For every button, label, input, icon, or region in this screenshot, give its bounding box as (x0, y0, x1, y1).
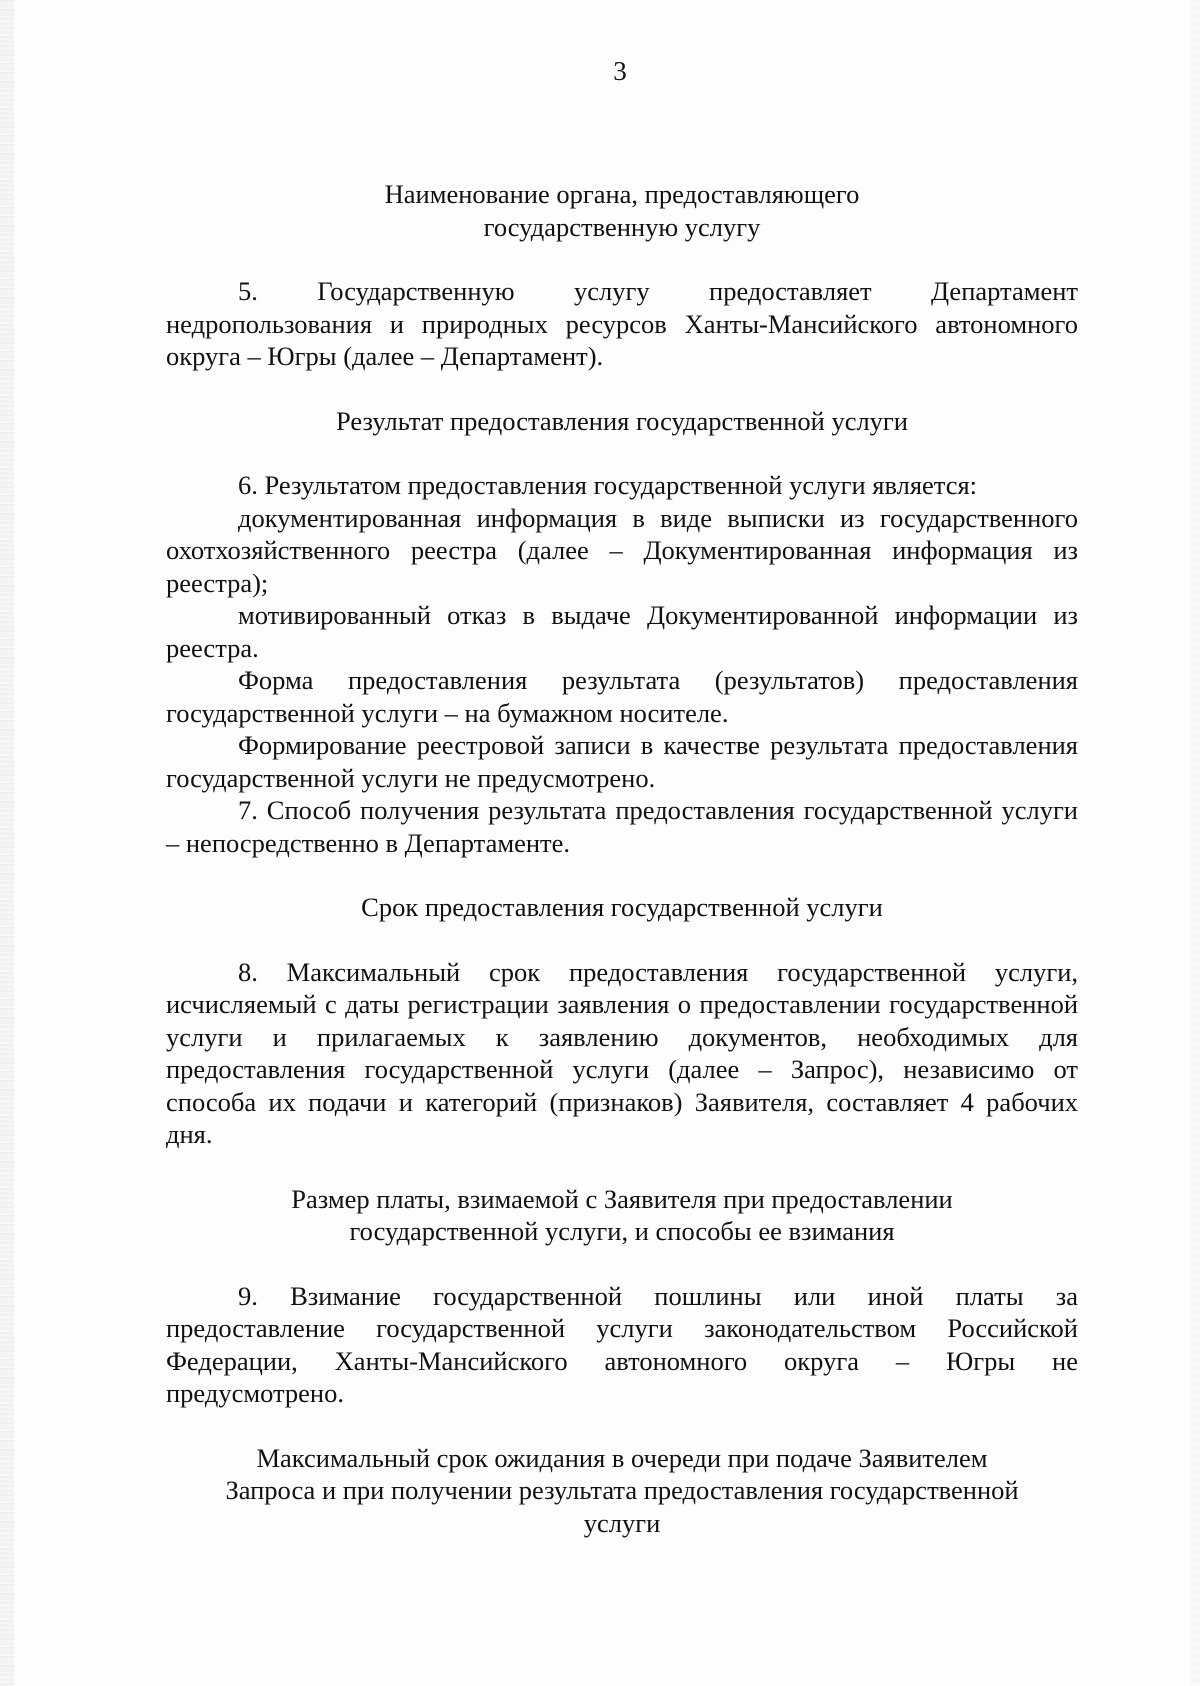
paragraph: 6. Результатом предоставления государственной услуги является: (238, 470, 978, 500)
section-heading (166, 178, 1078, 243)
scan-edge-left (0, 0, 14, 1686)
section-heading (166, 891, 1078, 924)
section-heading (166, 405, 1078, 438)
section-heading (166, 1442, 1078, 1540)
paragraph: мотивированный отказ в выдаче Документированной информации из реестра. (166, 600, 1078, 663)
heading-line: государственную услугу (483, 211, 761, 242)
heading-line: Наименование органа, предоставляющего (384, 179, 860, 209)
paragraph: документированная информация в виде выписки из государственного охотхозяйственного реестра (далее – Документированная информация из реестра); (166, 502, 1078, 598)
heading-line: Запроса и при получении результата предоставления государственной (225, 1475, 1019, 1505)
heading-line: Срок предоставления государственной услуги (361, 892, 883, 922)
heading-line: государственной услуги, и способы ее взимания (349, 1216, 895, 1246)
paragraph: Форма предоставления результата (результатов) предоставления государственной услуги – на бумажном носителе. (166, 665, 1078, 728)
paragraph: 5. Государственную услугу предоставляет Департамент недропользования и природных ресурсов Ханты-Мансийского автономного округа – Югры (далее – Департамент). (166, 276, 1078, 371)
document-body (166, 178, 1078, 1539)
section-heading (166, 1183, 1078, 1248)
paragraph: 9. Взимание государственной пошлины или иной платы за предоставление государственной услуги законодательством Российской Федерации, Ханты-Мансийского автономного округа – Югры не предусмотрено. (166, 1280, 1078, 1408)
heading-line: Результат предоставления государственной услуги (336, 405, 908, 436)
heading-line: Максимальный срок ожидания в очереди при подаче Заявителем (256, 1442, 988, 1473)
heading-line: услуги (583, 1507, 661, 1538)
paragraph: Формирование реестровой записи в качестве результата предоставления государственной услуги не предусмотрено. (166, 730, 1078, 793)
heading-line: Размер платы, взимаемой с Заявителя при предоставлении (291, 1183, 953, 1214)
paragraph: 8. Максимальный срок предоставления государственной услуги, исчисляемый с даты регистрации заявления о предоставлении государственной услуги и прилагаемых к заявлению документов, необходимых для предоставления государственной услуги (далее – Запрос), независимо от способа их подачи и категорий (признаков) Заявителя, составляет 4 рабочих дня. (166, 956, 1078, 1149)
scan-edge-right (1190, 0, 1200, 1686)
paragraph: 7. Способ получения результата предоставления государственной услуги – непосредственно в Департаменте. (166, 795, 1078, 858)
page-number: 3 (613, 56, 627, 86)
